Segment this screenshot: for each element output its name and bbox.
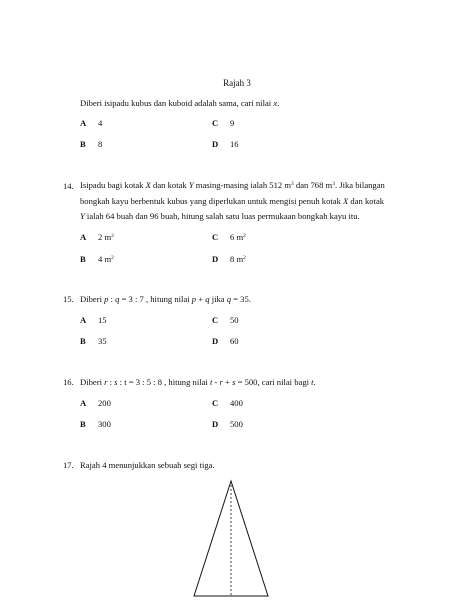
q17-text: Rajah 4 menunjukkan sebuah segi tiga.: [80, 460, 215, 470]
q16-var-t: t: [209, 377, 213, 387]
figure-caption-rajah-3: Rajah 3: [223, 78, 251, 88]
q16-text-fragment: -: [212, 377, 220, 387]
triangle-figure: [192, 479, 272, 599]
q13-text: [80, 98, 279, 108]
q16-option-value: 300: [98, 419, 111, 429]
q13-option-value: 4: [98, 118, 103, 128]
q15-text-fragment: = 35.: [231, 294, 251, 304]
q15-text-fragment: Diberi: [80, 294, 105, 304]
q14-text-fragment: dan kotak: [150, 180, 189, 190]
q16-var-r: r: [219, 377, 223, 387]
q14-option-value: [230, 232, 246, 242]
q15-option-letter: D: [212, 336, 219, 346]
q16-text-fragment: :: [107, 377, 115, 387]
q14-option-value: [230, 254, 246, 264]
q14-option-text: 2 m: [98, 232, 112, 242]
q14-text: [80, 178, 385, 225]
q16-var-r: r: [104, 377, 108, 387]
q13-option-value: 16: [230, 139, 239, 149]
q14-line-1: [80, 178, 385, 194]
q14-option-letter: B: [80, 254, 86, 264]
q14-text-fragment: masing-masing ialah 512 m: [193, 180, 292, 190]
q13-option-letter: D: [212, 139, 219, 149]
q16-option-value: 400: [230, 398, 243, 408]
q15-var-p: p: [191, 294, 197, 304]
q15-option-letter: A: [80, 315, 87, 325]
q14-option-text: 6 m: [230, 232, 244, 242]
q14-text-fragment: ialah 64 buah dan 96 buah, hitung salah satu luas permukaan bongkah kayu itu.: [84, 211, 360, 221]
q14-option-letter: D: [212, 254, 219, 264]
q16-option-value: 500: [230, 419, 243, 429]
q16-text-fragment: : t = 3 : 5 : 8 , hitung nilai: [117, 377, 210, 387]
q14-text-fragment: dan kotak: [348, 195, 385, 206]
q14-option-letter: C: [212, 232, 219, 242]
q16-var-t: t: [311, 377, 314, 387]
q13-option-letter: C: [212, 118, 219, 128]
q15-var-p: p: [104, 294, 109, 304]
q14-text-fragment: . Jika bilangan: [334, 180, 385, 190]
q14-option-sup: 2: [111, 255, 114, 261]
q15-option-letter: C: [212, 315, 219, 325]
q15-option-value: 35: [98, 336, 107, 346]
q15-var-q: q: [205, 294, 210, 304]
q14-option-value: [98, 232, 114, 242]
q14-var-y: Y: [80, 211, 85, 221]
q16-var-s: s: [114, 377, 118, 387]
q13-text-before: Diberi isipadu kubus dan kuboid adalah sama, cari nilai: [80, 98, 274, 108]
q13-var: x: [273, 98, 278, 108]
q14-superscript: 3: [332, 181, 335, 187]
q16-text-fragment: Diberi: [80, 377, 105, 387]
q14-option-value: [98, 254, 114, 264]
q15-option-letter: B: [80, 336, 86, 346]
q16-var-s: s: [232, 377, 236, 387]
q14-text-fragment: dan 768 m: [293, 180, 333, 190]
q14-var-y: Y: [188, 180, 194, 190]
q15-var-q: q: [115, 294, 120, 304]
q14-text-fragment: Isipadu bagi kotak: [80, 180, 146, 190]
q15-option-value: 60: [230, 336, 239, 346]
q15-text-fragment: = 3 : 7 , hitung nilai: [119, 294, 192, 304]
q16-option-letter: A: [80, 398, 87, 408]
q14-option-text: 4 m: [98, 254, 112, 264]
q16-number: 16.: [63, 377, 74, 387]
q16-text: [80, 377, 316, 387]
q15-option-value: 50: [230, 315, 239, 325]
q15-text-fragment: :: [108, 294, 116, 304]
q14-superscript: 3: [291, 181, 294, 187]
q14-option-sup: 2: [243, 233, 246, 239]
q14-number: 14.: [63, 181, 74, 191]
q16-text-fragment: = 500, cari nilai bagi: [235, 377, 312, 387]
q16-option-value: 200: [98, 398, 111, 408]
q16-text-fragment: .: [313, 377, 316, 387]
q16-option-letter: D: [212, 419, 219, 429]
q13-text-after: .: [277, 98, 280, 108]
q14-text-fragment: bongkah kayu berbentuk kubus yang diperlukan untuk mengisi penuh kotak: [80, 195, 344, 206]
q15-var-q: q: [226, 294, 232, 304]
q15-text-fragment: jika: [209, 294, 227, 304]
q13-option-value: 8: [98, 139, 103, 149]
q13-option-value: 9: [230, 118, 235, 128]
q13-option-letter: B: [80, 139, 86, 149]
q15-option-value: 15: [98, 315, 107, 325]
q17-number: 17.: [63, 460, 74, 470]
q14-option-letter: A: [80, 232, 87, 242]
q14-option-text: 8 m: [230, 254, 244, 264]
q15-text: [80, 294, 251, 304]
q16-option-letter: C: [212, 398, 219, 408]
q14-option-sup: 2: [243, 255, 246, 261]
q13-option-letter: A: [80, 118, 87, 128]
q15-text-fragment: +: [196, 294, 206, 304]
q14-line-3: [80, 209, 385, 225]
q16-text-fragment: +: [222, 377, 233, 387]
q14-var-x: X: [145, 180, 151, 190]
q15-number: 15.: [63, 294, 74, 304]
q14-option-sup: 2: [111, 233, 114, 239]
q16-option-letter: B: [80, 419, 86, 429]
q14-var-x: X: [343, 195, 349, 206]
q14-line-2: [80, 194, 385, 210]
